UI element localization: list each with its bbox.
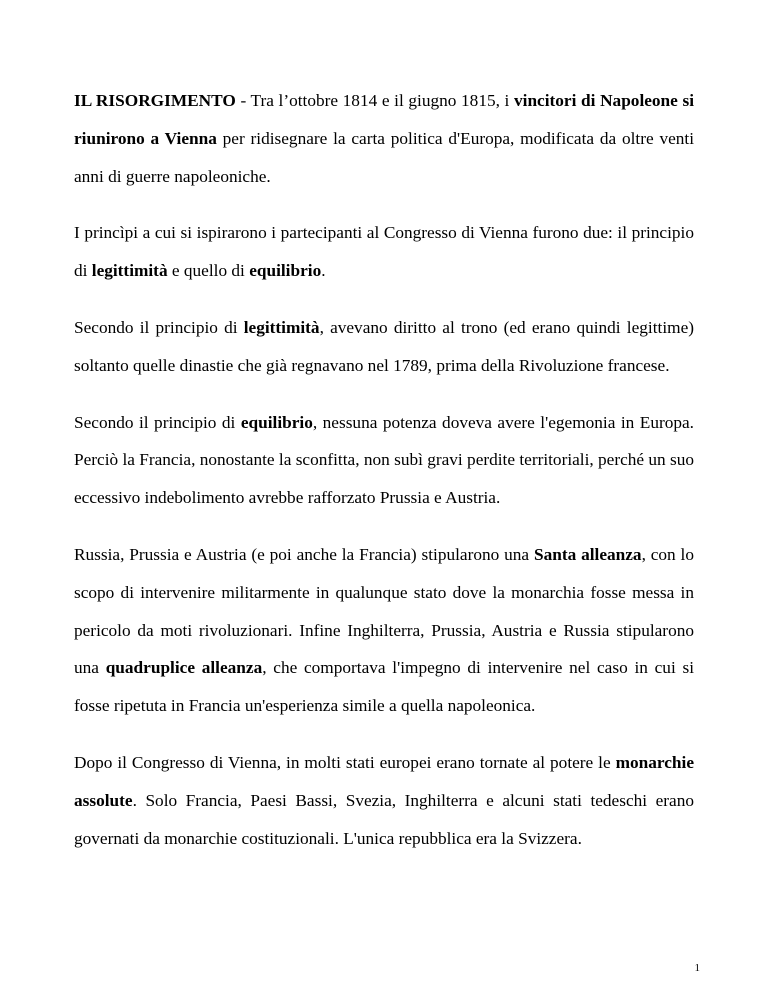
text-run: e quello di xyxy=(167,261,250,281)
text-run: , con lo scopo di intervenire militarmente in qualunque stato dove la monarchia fosse messa in pericolo da moti rivoluzionari. Infine Inghilterra, Prussia, Austria e Russia stipularono una xyxy=(74,544,694,678)
text-run: Secondo il principio di xyxy=(74,317,244,337)
text-run: Secondo il principio di xyxy=(74,412,241,432)
text-run: , nessuna potenza doveva avere l'egemonia in Europa. Perciò la Francia, nonostante la sconfitta, non subì gravi perdite territoriali, perché un suo eccessivo indebolimento avrebbe rafforzato Prussia e Austria. xyxy=(74,412,695,508)
paragraph xyxy=(74,309,694,385)
bold-text: legittimità xyxy=(243,317,320,337)
bold-text: equilibrio xyxy=(240,412,313,432)
bold-text: quadruplice alleanza xyxy=(105,658,263,678)
bold-text: monarchie assolute xyxy=(74,752,694,810)
text-run: Russia, Prussia e Austria (e poi anche la Francia) stipularono una xyxy=(74,544,534,564)
text-run: per ridisegnare la carta politica d'Europa, modificata da oltre venti anni di guerre napoleoniche. xyxy=(74,128,694,186)
paragraph xyxy=(74,744,694,857)
document-body xyxy=(74,82,694,876)
bold-text: vincitori di Napoleone si riunirono a Vienna xyxy=(74,91,694,148)
paragraph xyxy=(74,404,694,517)
paragraph xyxy=(74,536,694,725)
paragraph xyxy=(74,214,694,290)
bold-text: legittimità xyxy=(91,261,168,281)
text-run: , che comportava l'impegno di intervenire nel caso in cui si fosse ripetuta in Francia un'esperienza simile a quella napoleonica. xyxy=(74,658,694,716)
text-run: , avevano diritto al trono (ed erano quindi legittime) soltanto quelle dinastie che già regnavano nel 1789, prima della Rivoluzione francese. xyxy=(74,317,694,375)
text-run: Dopo il Congresso di Vienna, in molti stati europei erano tornate al potere le xyxy=(74,752,616,772)
bold-text: equilibrio xyxy=(249,261,322,281)
page-number: 1 xyxy=(694,962,700,974)
paragraph xyxy=(74,82,694,195)
bold-text: Santa alleanza xyxy=(533,544,642,564)
text-run: . Solo Francia, Paesi Bassi, Svezia, Inghilterra e alcuni stati tedeschi erano governati da monarchie costituzionali. L'unica repubblica era la Svizzera. xyxy=(74,790,694,848)
text-run: I princìpi a cui si ispirarono i partecipanti al Congresso di Vienna furono due: il principio di xyxy=(74,223,694,281)
text-run: . xyxy=(321,261,326,281)
text-run: - Tra l’ottobre 1814 e il giugno 1815, i xyxy=(235,91,514,110)
bold-text: IL RISORGIMENTO xyxy=(74,91,236,110)
